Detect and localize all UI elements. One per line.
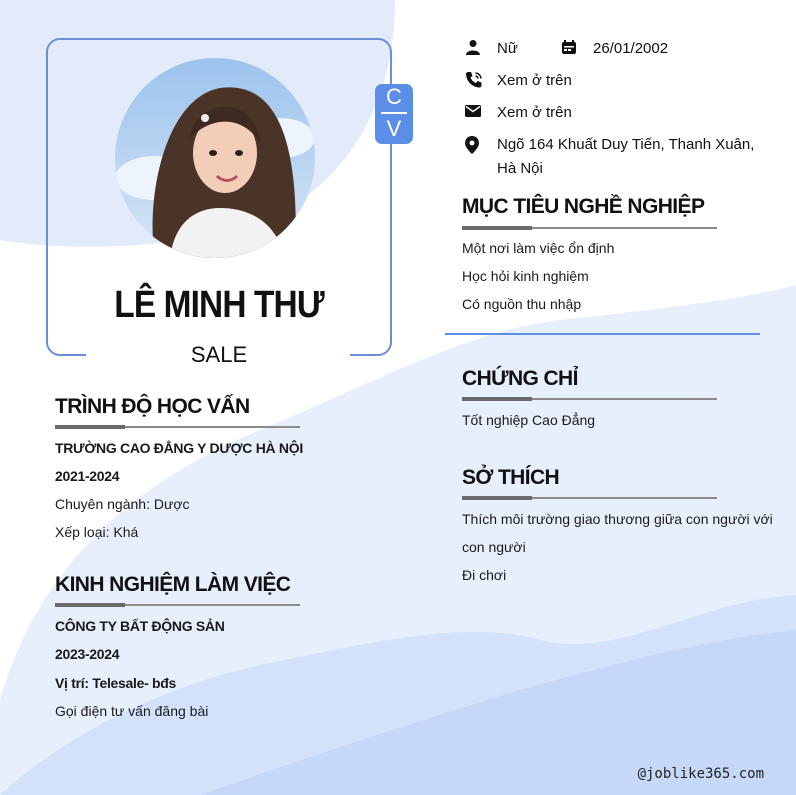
hobbies-heading: SỞ THÍCH	[462, 466, 560, 489]
education-years: 2021-2024	[55, 468, 120, 484]
education-major: Chuyên ngành: Dược	[55, 496, 190, 512]
cv-badge-top: C	[386, 84, 402, 109]
experience-task: Gọi điện tư vấn đăng bài	[55, 703, 209, 719]
email-value: Xem ở trên	[497, 104, 572, 121]
experience-company: CÔNG TY BẤT ĐỘNG SẢN	[55, 618, 225, 634]
email-icon	[465, 104, 483, 122]
location-icon	[465, 136, 483, 154]
objective-item: Một nơi làm việc ổn định	[462, 240, 615, 256]
experience-role: Vị trí: Telesale- bđs	[55, 675, 177, 691]
avatar	[115, 58, 315, 258]
education-school: TRƯỜNG CAO ĐẲNG Y DƯỢC HÀ NỘI	[55, 440, 303, 456]
cv-badge-divider	[381, 112, 407, 114]
watermark: @joblike365.com	[637, 766, 764, 782]
certificates-rule	[462, 398, 717, 400]
phone-icon	[465, 71, 483, 89]
hobby-line: con người	[462, 539, 526, 555]
candidate-name: LÊ MINH THƯ	[114, 284, 324, 326]
birthdate-value: 26/01/2002	[593, 40, 669, 57]
address-line-1: Ngõ 164 Khuất Duy Tiến, Thanh Xuân,	[497, 136, 755, 153]
objective-item: Có nguồn thu nhập	[462, 296, 582, 312]
objective-heading: MỤC TIÊU NGHỀ NGHIỆP	[462, 195, 705, 218]
hobby-line: Thích môi trường giao thương giữa con người với	[462, 511, 773, 527]
address-line-2: Hà Nội	[497, 160, 543, 177]
certificates-heading: CHỨNG CHỈ	[462, 367, 578, 390]
education-rule	[55, 426, 300, 428]
cv-badge-bottom: V	[386, 116, 402, 141]
experience-years: 2023-2024	[55, 646, 120, 662]
objective-rule	[462, 227, 717, 229]
person-icon	[465, 39, 483, 57]
gender-value: Nữ	[497, 40, 518, 57]
section-divider	[445, 333, 760, 335]
candidate-position: SALE	[190, 342, 248, 367]
phone-value: Xem ở trên	[497, 72, 572, 89]
hobbies-rule	[462, 497, 717, 499]
certificate-item: Tốt nghiệp Cao Đẳng	[462, 412, 596, 428]
calendar-icon	[561, 40, 579, 58]
experience-rule	[55, 604, 300, 606]
objective-item: Học hỏi kinh nghiệm	[462, 268, 589, 284]
cv-badge	[375, 84, 413, 144]
education-heading: TRÌNH ĐỘ HỌC VẤN	[55, 395, 250, 418]
hobby-line: Đi chơi	[462, 567, 507, 583]
experience-heading: KINH NGHIỆM LÀM VIỆC	[55, 573, 291, 596]
education-rank: Xếp loại: Khá	[55, 524, 139, 540]
